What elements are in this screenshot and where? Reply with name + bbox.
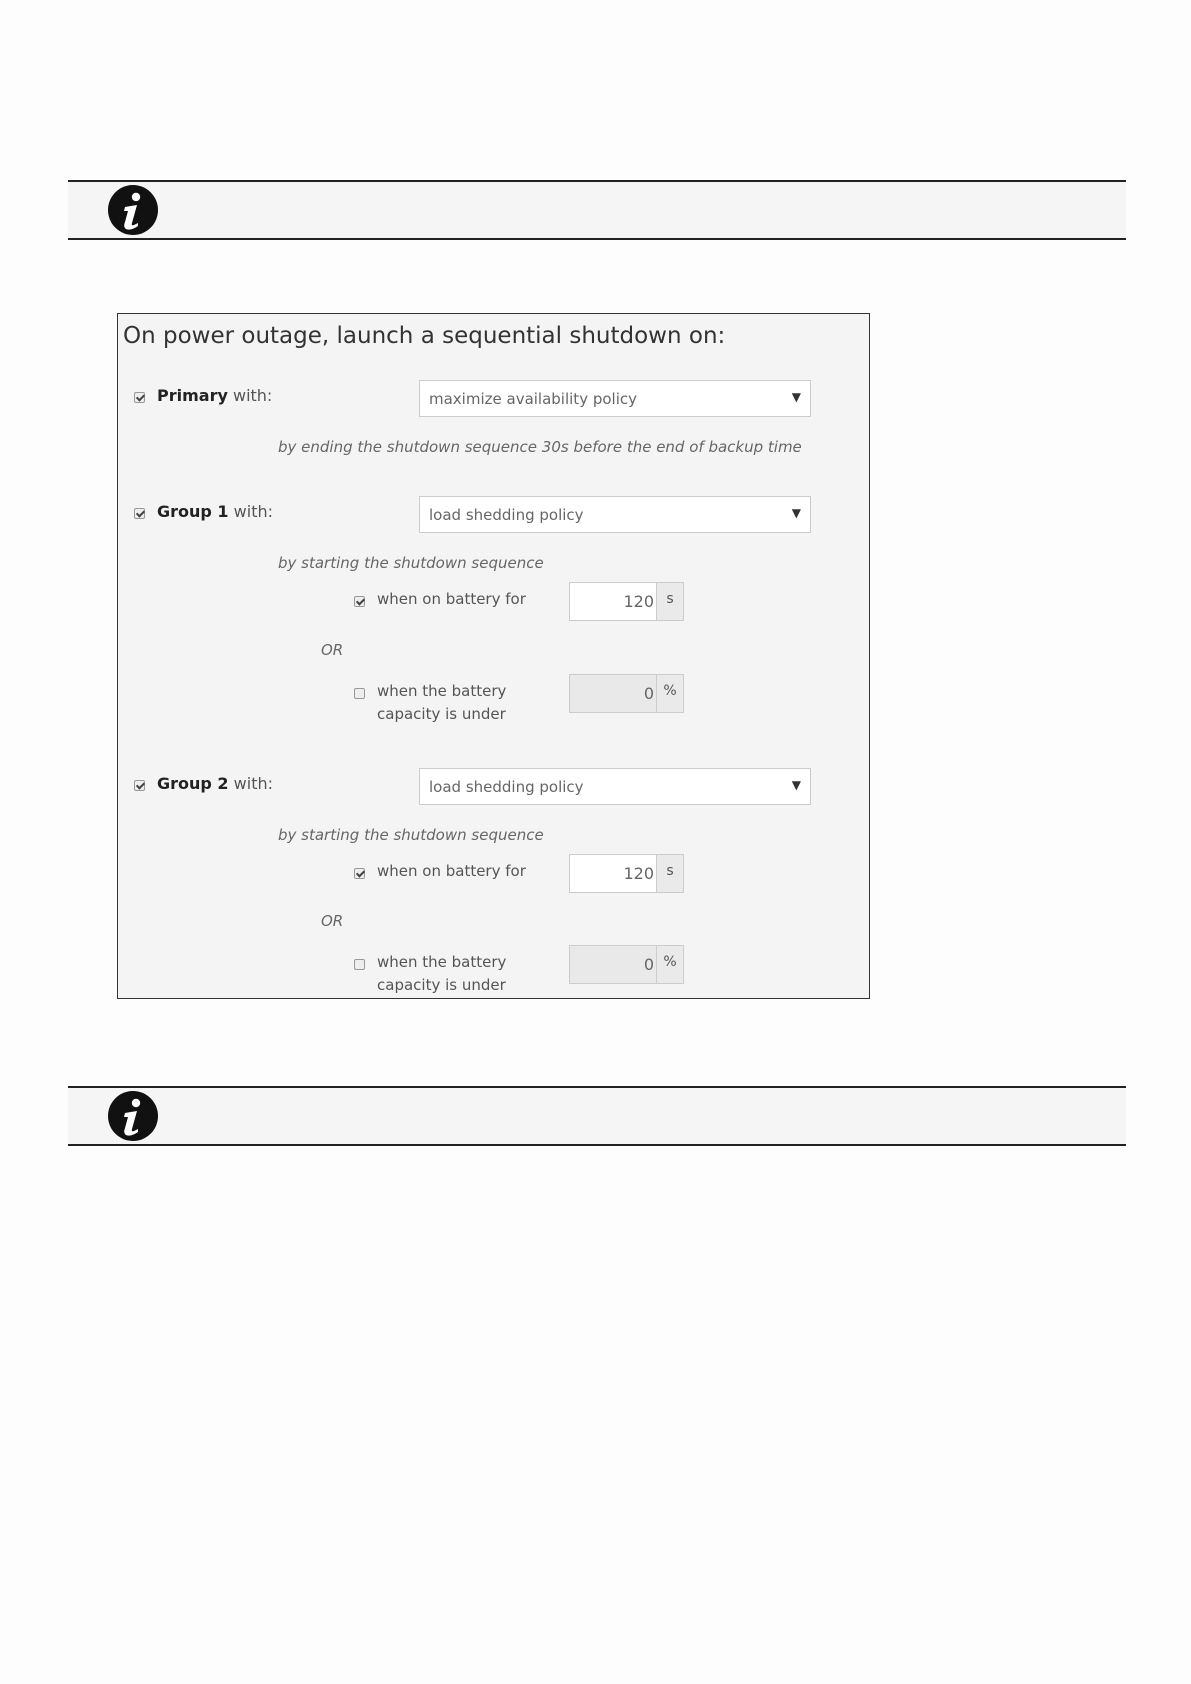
group1-suffix: with: bbox=[233, 502, 273, 521]
primary-note: by ending the shutdown sequence 30s before the end of backup time bbox=[278, 438, 802, 456]
chevron-down-icon: ▼ bbox=[791, 390, 801, 404]
group1-battery-for-unit: s bbox=[656, 583, 683, 620]
shutdown-settings-panel bbox=[117, 313, 870, 999]
note-bar bbox=[68, 1086, 1126, 1146]
group2-battery-for-unit: s bbox=[656, 855, 683, 892]
primary-checkbox[interactable] bbox=[134, 392, 145, 403]
group1-policy-value: load shedding policy bbox=[429, 506, 584, 524]
group1-capacity-checkbox[interactable] bbox=[354, 688, 365, 699]
chevron-down-icon: ▼ bbox=[791, 778, 801, 792]
primary-suffix: with: bbox=[232, 386, 273, 405]
group2-capacity-value: 0 bbox=[643, 955, 654, 974]
group2-or-label: OR bbox=[321, 912, 344, 930]
group1-capacity-unit: % bbox=[656, 675, 683, 712]
group2-name: Group 2 bbox=[157, 774, 229, 793]
panel-title: On power outage, launch a sequential shutdown on: bbox=[123, 323, 726, 349]
group2-policy-value: load shedding policy bbox=[429, 778, 584, 796]
group1-battery-for-checkbox[interactable] bbox=[354, 596, 365, 607]
group1-label bbox=[157, 502, 273, 521]
group2-capacity-label-line1: when the battery bbox=[377, 953, 507, 971]
info-icon bbox=[107, 1090, 159, 1142]
primary-name: Primary bbox=[157, 386, 228, 405]
group2-label bbox=[157, 774, 273, 793]
group2-policy-select[interactable] bbox=[419, 768, 811, 805]
group2-capacity-label-line2: capacity is under bbox=[377, 976, 506, 994]
chevron-down-icon: ▼ bbox=[791, 506, 801, 520]
group1-name: Group 1 bbox=[157, 502, 229, 521]
group1-checkbox[interactable] bbox=[134, 508, 145, 519]
primary-policy-value: maximize availability policy bbox=[429, 390, 637, 408]
group1-capacity-label bbox=[377, 680, 506, 726]
note-bar bbox=[68, 180, 1126, 240]
group1-battery-for-label: when on battery for bbox=[377, 590, 526, 608]
group2-capacity-checkbox[interactable] bbox=[354, 959, 365, 970]
group1-capacity-label-line2: capacity is under bbox=[377, 705, 506, 723]
primary-label bbox=[157, 386, 272, 405]
group1-policy-select[interactable] bbox=[419, 496, 811, 533]
group1-battery-for-value: 120 bbox=[623, 592, 654, 611]
group2-capacity-label bbox=[377, 951, 506, 997]
group2-battery-for-value: 120 bbox=[623, 864, 654, 883]
group1-capacity-input[interactable] bbox=[569, 674, 684, 713]
primary-policy-select[interactable] bbox=[419, 380, 811, 417]
group1-capacity-label-line1: when the battery bbox=[377, 682, 507, 700]
group2-battery-for-checkbox[interactable] bbox=[354, 868, 365, 879]
group2-note: by starting the shutdown sequence bbox=[278, 826, 544, 844]
group2-battery-for-input[interactable] bbox=[569, 854, 684, 893]
group1-or-label: OR bbox=[321, 641, 344, 659]
group2-capacity-input[interactable] bbox=[569, 945, 684, 984]
group2-battery-for-label: when on battery for bbox=[377, 862, 526, 880]
group1-battery-for-input[interactable] bbox=[569, 582, 684, 621]
group2-capacity-unit: % bbox=[656, 946, 683, 983]
group2-checkbox[interactable] bbox=[134, 780, 145, 791]
group2-suffix: with: bbox=[233, 774, 273, 793]
group1-note: by starting the shutdown sequence bbox=[278, 554, 544, 572]
group1-capacity-value: 0 bbox=[643, 684, 654, 703]
info-icon bbox=[107, 184, 159, 236]
